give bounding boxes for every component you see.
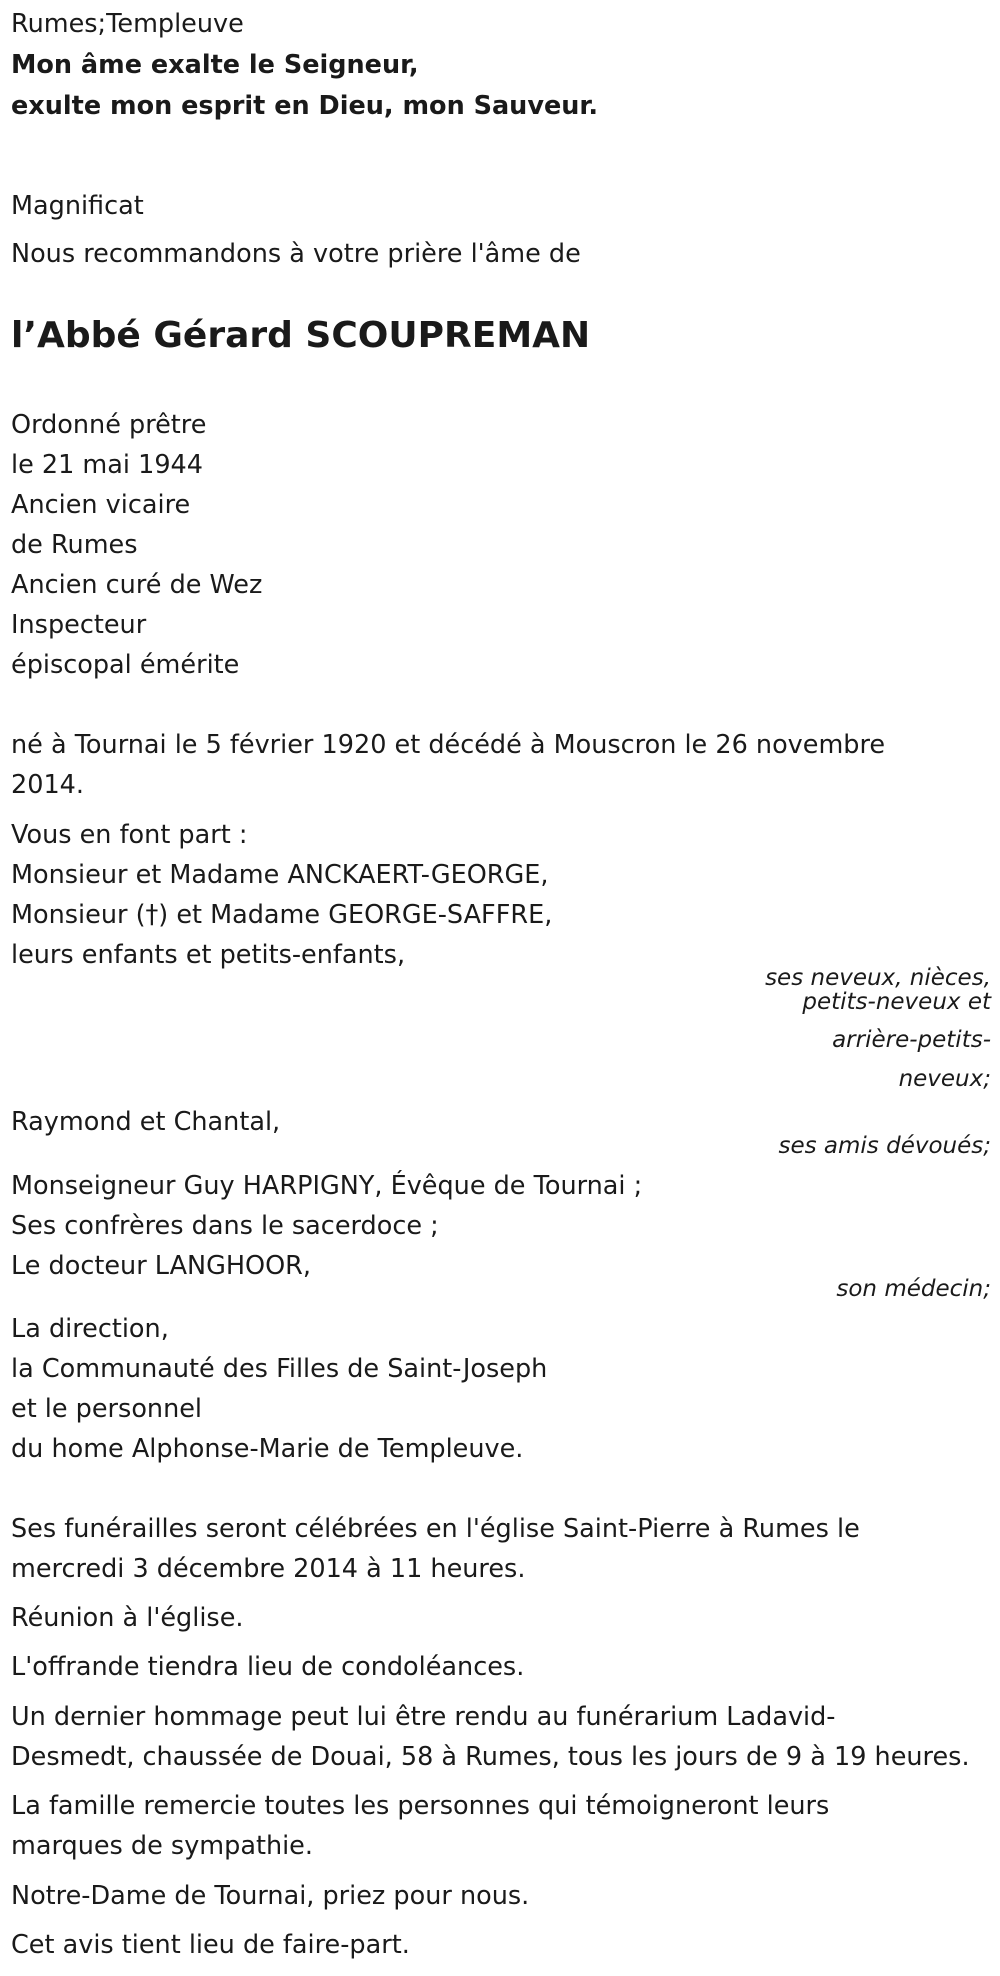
verse-line-1: Mon âme exalte le Seigneur, xyxy=(11,50,419,80)
home-line: la Communauté des Filles de Saint-Joseph xyxy=(11,1354,548,1384)
birth-death-line-1: né à Tournai le 5 février 1920 et décédé à Mouscron le 26 novembre xyxy=(11,730,886,760)
title-line: de Rumes xyxy=(11,530,138,560)
funeral-line-1: Ses funérailles seront célébrées en l'église Saint-Pierre à Rumes le xyxy=(11,1514,860,1544)
notice-line: Cet avis tient lieu de faire-part. xyxy=(11,1930,410,1960)
birth-death-line-2: 2014. xyxy=(11,770,85,800)
intro-line: Nous recommandons à votre prière l'âme de xyxy=(11,239,581,269)
location-line: Rumes;Templeuve xyxy=(11,9,244,39)
tribute-line-1: Un dernier hommage peut lui être rendu au funérarium Ladavid- xyxy=(11,1702,836,1732)
announcers-intro: Vous en font part : xyxy=(11,820,248,850)
tribute-line-2: Desmedt, chaussée de Douai, 58 à Rumes, tous les jours de 9 à 19 heures. xyxy=(11,1742,970,1772)
family-line: leurs enfants et petits-enfants, xyxy=(11,940,406,970)
family-line: Monsieur et Madame ANCKAERT-GEORGE, xyxy=(11,860,549,890)
family-relation-line: ses neveux, nièces, xyxy=(765,965,991,991)
family-line: Monsieur (†) et Madame GEORGE-SAFFRE, xyxy=(11,900,553,930)
prayer-line: Notre-Dame de Tournai, priez pour nous. xyxy=(11,1881,530,1911)
home-line: et le personnel xyxy=(11,1394,203,1424)
title-line: le 21 mai 1944 xyxy=(11,450,203,480)
title-line: Ordonné prêtre xyxy=(11,410,207,440)
clergy-line: Ses confrères dans le sacerdoce ; xyxy=(11,1211,439,1241)
clergy-line: Monseigneur Guy HARPIGNY, Évêque de Tournai ; xyxy=(11,1171,643,1201)
friends-line: Raymond et Chantal, xyxy=(11,1107,281,1137)
verse-source: Magnificat xyxy=(11,191,144,221)
title-line: Ancien curé de Wez xyxy=(11,570,263,600)
friends-relation: ses amis dévoués; xyxy=(778,1133,991,1159)
thanks-line-1: La famille remercie toutes les personnes qui témoigneront leurs xyxy=(11,1791,830,1821)
thanks-line-2: marques de sympathie. xyxy=(11,1831,313,1861)
deceased-name: l’Abbé Gérard SCOUPREMAN xyxy=(11,315,591,356)
family-relation-line: neveux; xyxy=(898,1066,991,1092)
verse-line-2: exulte mon esprit en Dieu, mon Sauveur. xyxy=(11,91,599,121)
title-line: Ancien vicaire xyxy=(11,490,191,520)
title-line: épiscopal émérite xyxy=(11,650,240,680)
family-relation-line: petits-neveux et xyxy=(802,989,991,1015)
clergy-line: Le docteur LANGHOOR, xyxy=(11,1251,312,1281)
family-relation-line: arrière-petits- xyxy=(832,1027,991,1053)
meeting-line: Réunion à l'église. xyxy=(11,1603,244,1633)
home-line: La direction, xyxy=(11,1314,169,1344)
funeral-line-2: mercredi 3 décembre 2014 à 11 heures. xyxy=(11,1554,526,1584)
title-line: Inspecteur xyxy=(11,610,147,640)
doctor-relation: son médecin; xyxy=(836,1276,991,1302)
offering-line: L'offrande tiendra lieu de condoléances. xyxy=(11,1652,525,1682)
home-line: du home Alphonse-Marie de Templeuve. xyxy=(11,1434,524,1464)
